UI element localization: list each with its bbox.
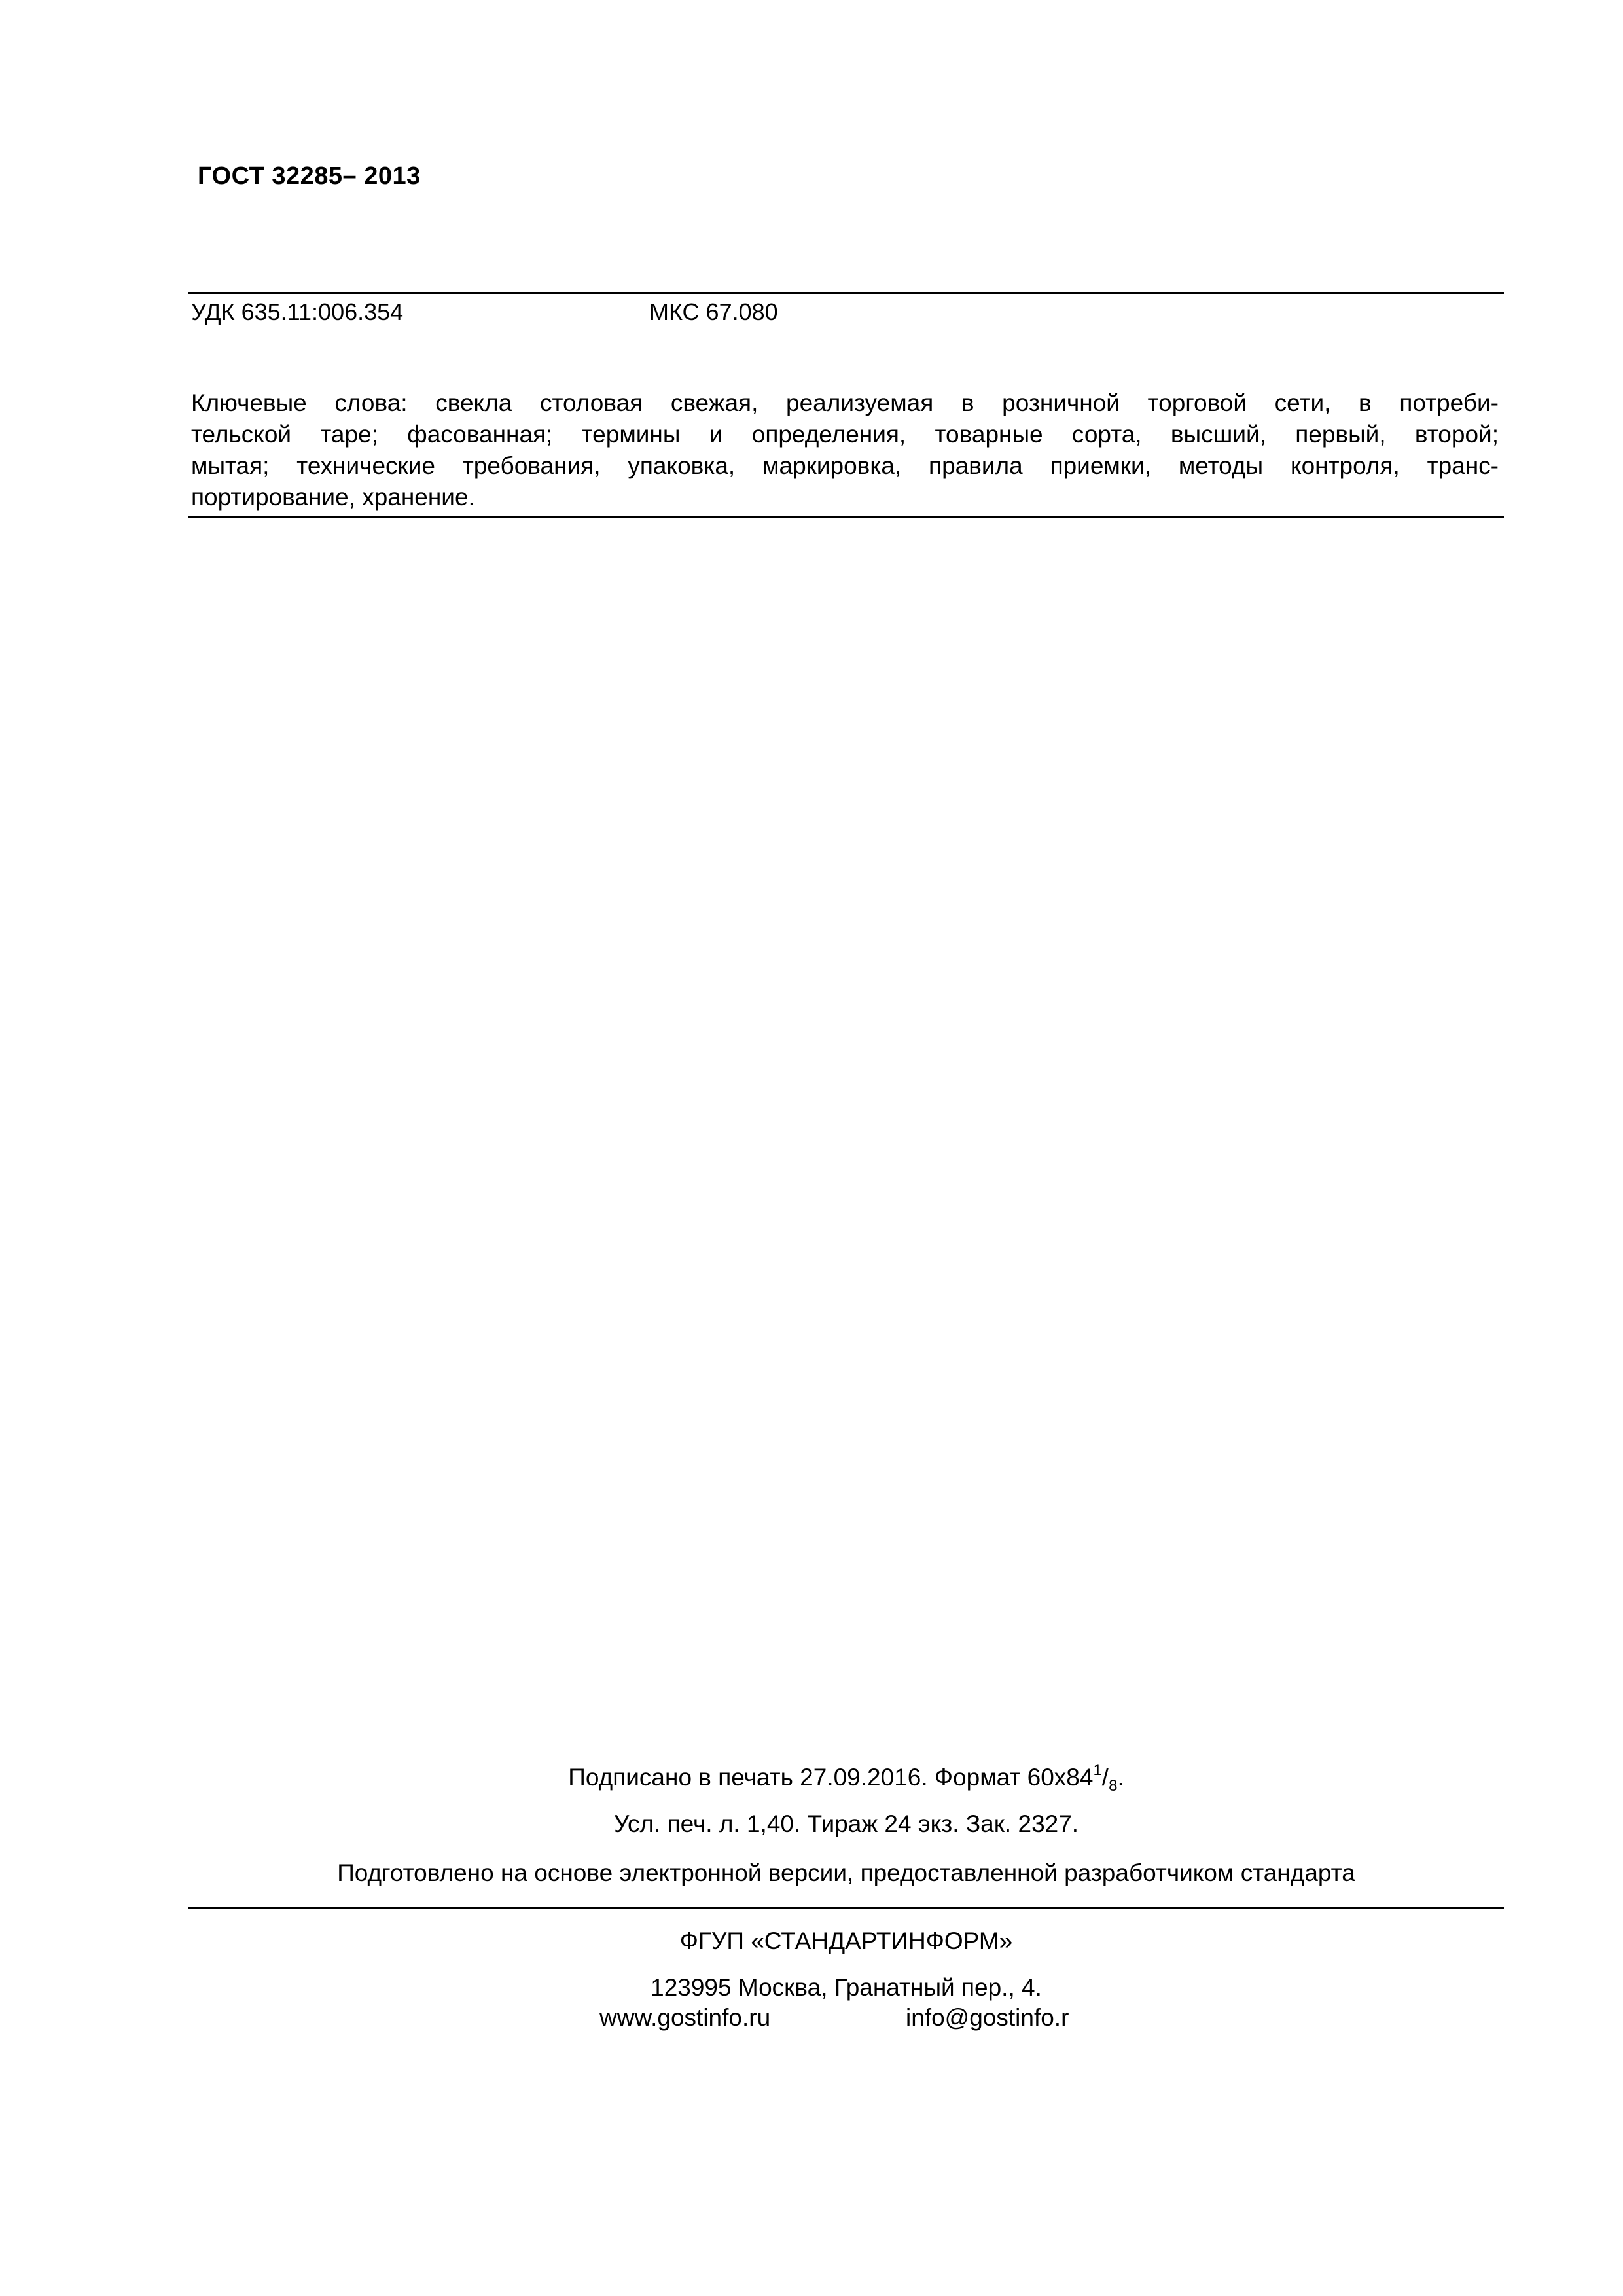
print-info: Усл. печ. л. 1,40. Тираж 24 экз. Зак. 2327. <box>613 1810 1079 1837</box>
publisher-address: 123995 Москва, Гранатный пер., 4. <box>651 1974 1042 2001</box>
signed-date-format: Подписано в печать 27.09.2016. Формат 60x84 <box>568 1764 1094 1791</box>
keywords-paragraph <box>191 387 1499 513</box>
keywords-line: Ключевые слова: свекла столовая свежая, реализуемая в розничной торговой сети, в потреби- <box>191 389 1499 416</box>
top-divider <box>188 292 1504 294</box>
publisher-divider <box>188 1907 1504 1909</box>
website-link[interactable]: www.gostinfo.ru <box>599 2004 771 2031</box>
mks-code: МКС 67.080 <box>649 298 778 325</box>
udk-code: УДК 635.11:006.354 <box>191 298 404 325</box>
format-numerator: 1 <box>1093 1761 1102 1779</box>
format-denominator: 8 <box>1109 1777 1118 1795</box>
format-slash: / <box>1101 1764 1109 1791</box>
keywords-line: мытая; технические требования, упаковка, маркировка, правила приемки, методы контроля, транс- <box>191 452 1499 479</box>
signed-for-print <box>188 1761 1504 1795</box>
document-title: ГОСТ 32285– 2013 <box>198 162 421 190</box>
prepared-note: Подготовлено на основе электронной версии, предоставленной разработчиком стандарта <box>337 1859 1355 1886</box>
keywords-divider <box>188 516 1504 518</box>
keywords-line: портирование, хранение. <box>191 484 475 511</box>
publisher-name: ФГУП «СТАНДАРТИНФОРМ» <box>679 1928 1013 1954</box>
signed-suffix: . <box>1117 1764 1124 1791</box>
keywords-line: тельской таре; фасованная; термины и определения, товарные сорта, высший, первый, второй; <box>191 421 1499 448</box>
email-link[interactable]: info@gostinfo.r <box>906 2004 1069 2031</box>
